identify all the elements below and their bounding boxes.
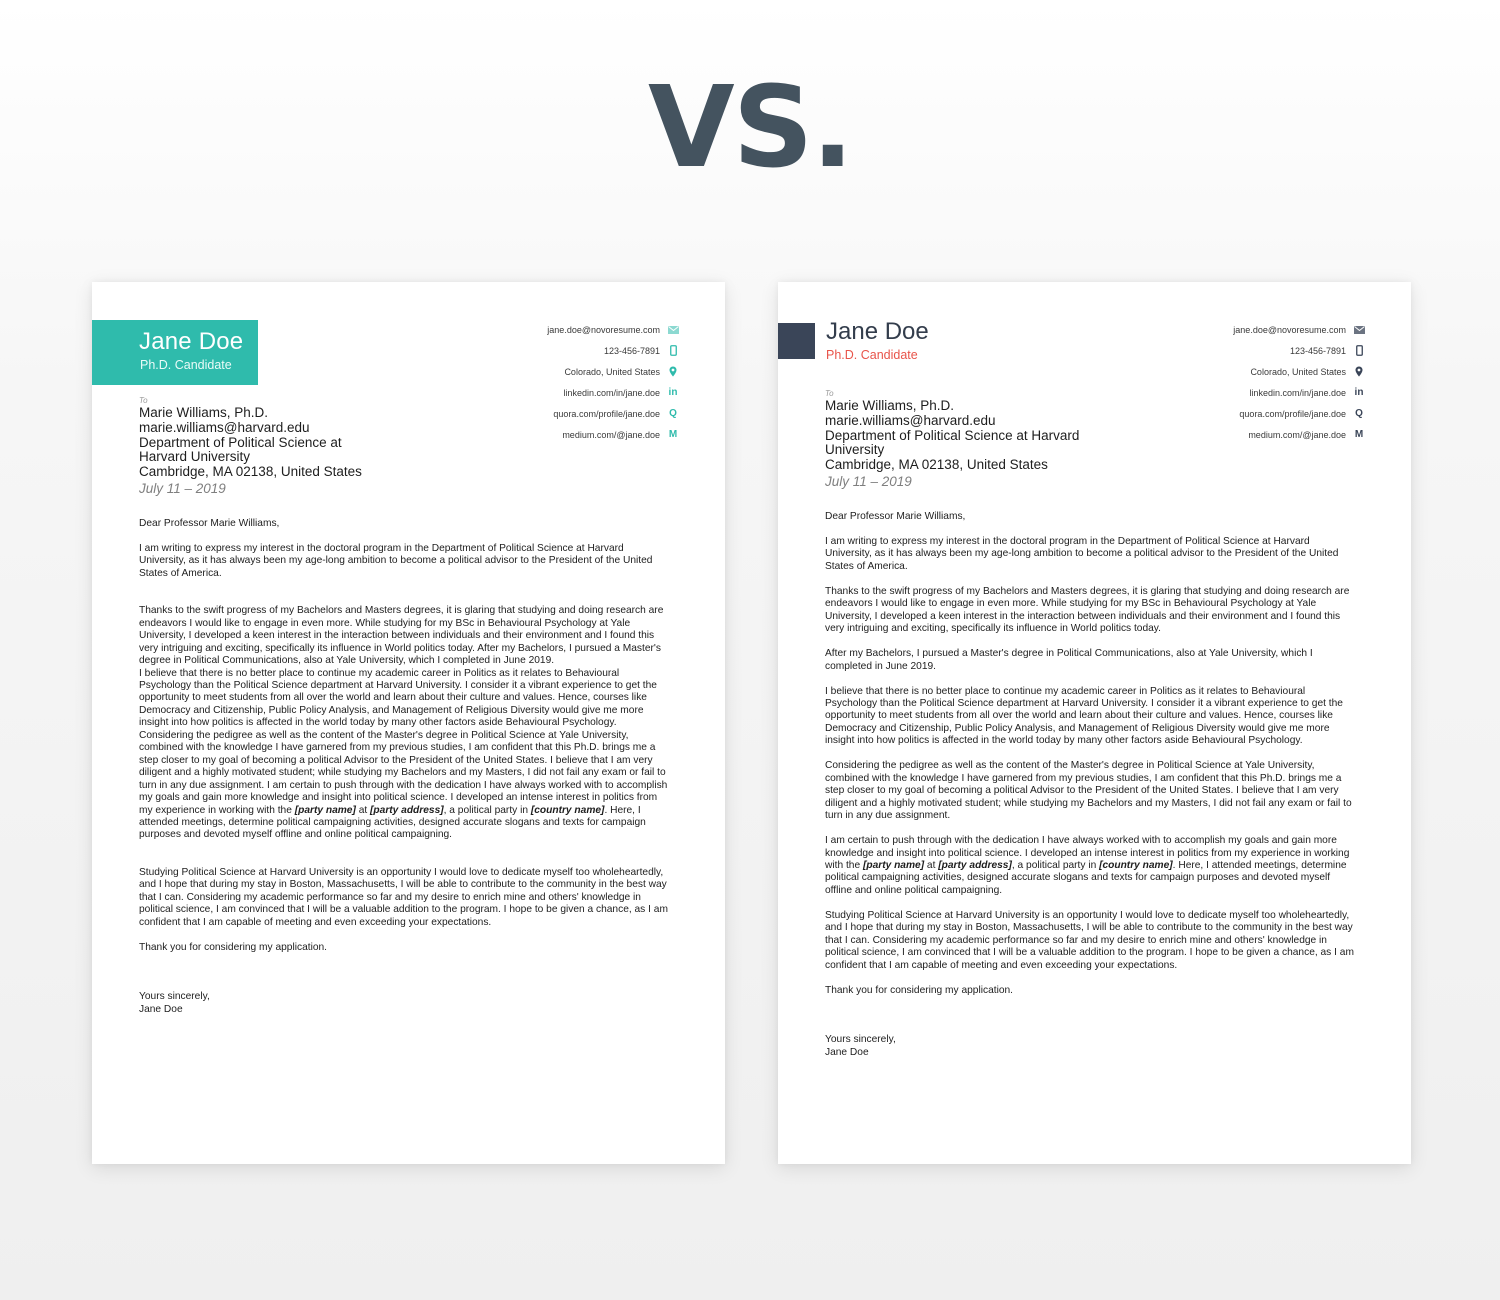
linkedin-icon: in (668, 387, 678, 398)
contact-linkedin: linkedin.com/in/jane.doe in (563, 387, 678, 398)
applicant-title: Ph.D. Candidate (140, 358, 232, 372)
cover-letter-right (778, 282, 1411, 1164)
contact-medium: medium.com/@jane.doe M (1248, 429, 1364, 440)
contact-phone: 123-456-7891 (1233, 340, 1365, 361)
placeholder-party-address: [party address] (370, 804, 444, 816)
placeholder-country-name: [country name] (1099, 859, 1173, 871)
cover-letter-left (92, 282, 725, 1164)
contact-location: Colorado, United States (1233, 361, 1365, 382)
paragraph: I believe that there is no better place to continue my academic career in Politics as it relates to Behavioural Psychology than the Political Science department at Harvard University. I consider it a vibrant experience to get the opportunity to meet students from all over the world and learn about their culture and values. Hence, courses like Democracy and Citizenship, Public Policy Analysis, and Management of Religious Diversity would give me more insight into how politics is affected in the world today by many other factors aside Behavioural Psychology. Considering the pedigree as well as the content of the Master's degree in Political Science at Yale University, combined with the knowledge I have garnered from my previous studies, I am confident that this Ph.D. brings me a step closer to my goal of becoming a political Advisor to the President of the United States. I believe that I am very diligent and a highly motivated student; while studying my Bachelors and my Masters, I did not fail any exam or fail to turn in any due assignment. I am certain to push through with the dedication I have always worked with to accomplish my goals and gain more knowledge and insight into political science. I developed an intense interest in politics from my experience in working with the [party name] at [party address], a political party in [country name]. Here, I attended meetings, determine political campaigning activities, designed accurate slogans and texts for campaign purposes and devoted myself offline and online political campaigning. (139, 667, 668, 841)
paragraph: After my Bachelors, I pursued a Master's degree in Political Communications, also at Yale University, which I completed in June 2019. (825, 648, 1313, 672)
phone-icon (1353, 345, 1365, 357)
contact-quora: quora.com/profile/jane.doe Q (1233, 403, 1365, 424)
phone-icon (667, 345, 679, 357)
contact-email: jane.doe@novoresume.com (547, 319, 679, 340)
letter-body (139, 518, 671, 1016)
recipient-email: marie.williams@harvard.edu (825, 412, 996, 428)
closing: Yours sincerely, (825, 1034, 896, 1046)
paragraph: I am writing to express my interest in the doctoral program in the Department of Political Science at Harvard University, as it has always been my age-long ambition to become a political advisor to the President of the United States of America. (825, 535, 1339, 572)
applicant-title: Ph.D. Candidate (826, 348, 918, 362)
placeholder-party-address: [party address] (938, 859, 1012, 871)
thanks-line: Thank you for considering my application. (139, 941, 328, 953)
name-header-block (92, 320, 258, 385)
salutation: Dear Professor Marie Williams, (825, 511, 966, 522)
signature: Jane Doe (139, 1003, 183, 1015)
contact-list (547, 319, 679, 445)
recipient-email: marie.williams@harvard.edu (139, 419, 310, 435)
salutation: Dear Professor Marie Williams, (139, 518, 280, 529)
recipient-department: Department of Political Science at Harvard University (825, 427, 1080, 458)
letter-body (825, 511, 1357, 1059)
paragraph: Considering the pedigree as well as the content of the Master's degree in Political Science at Yale University, combined with the knowledge I have garnered from my previous studies, I am confident that this Ph.D. brings me a step closer to my goal of becoming a political Advisor to the President of the United States. I believe that I am very diligent and a highly motivated student; while studying my Bachelors and my Masters, I did not fail any exam or fail to turn in any due assignment. (825, 760, 1352, 822)
quora-icon: Q (669, 408, 677, 419)
signature: Jane Doe (825, 1046, 869, 1058)
medium-icon: M (668, 429, 678, 440)
medium-icon: M (1354, 429, 1364, 440)
letter-date: July 11 – 2019 (139, 480, 226, 496)
paragraph: I am certain to push through with the dedication I have always worked with to accomplish my goals and gain more knowledge and insight into political science. I developed an intense interest in politics from my experience in working with the [party name] at [party address], a political party in [country name]. Here, I attended meetings, determine political campaigning activities, designed accurate slogans and texts for campaign purposes and devoted myself offline and online political campaigning. (825, 835, 1350, 896)
vs-heading: VS. (648, 63, 852, 193)
recipient-address: Cambridge, MA 02138, United States (139, 464, 362, 480)
linkedin-icon: in (1354, 387, 1364, 398)
contact-list (1233, 319, 1365, 445)
contact-quora: quora.com/profile/jane.doe Q (547, 403, 679, 424)
contact-location: Colorado, United States (547, 361, 679, 382)
recipient-block (825, 388, 1125, 490)
applicant-name: Jane Doe (139, 328, 244, 355)
contact-medium: medium.com/@jane.doe M (562, 429, 678, 440)
placeholder-country-name: [country name] (530, 804, 605, 816)
to-label: To (825, 389, 834, 398)
placeholder-party-name: [party name] (294, 804, 356, 816)
paragraph: I am writing to express my interest in the doctoral program in the Department of Political Science at Harvard University, as it has always been my age-long ambition to become a political advisor to the President of the United States of America. (139, 542, 653, 579)
location-pin-icon (667, 366, 679, 378)
recipient-address: Cambridge, MA 02138, United States (825, 457, 1048, 473)
contact-phone: 123-456-7891 (547, 340, 679, 361)
paragraph: Thanks to the swift progress of my Bachelors and Masters degrees, it is glaring that studying and doing research are endeavors I would like to engage in even more. While studying for my BSc in Behavioural Psychology at Yale University, I developed a keen interest in the interaction between individuals and their environment and I found this very intriguing and exciting, specifically its influence in World politics today. After my Bachelors, I pursued a Master's degree in Political Communications, also at Yale University, which I completed in June 2019. (139, 605, 664, 667)
paragraph: Thanks to the swift progress of my Bachelors and Masters degrees, it is glaring that studying and doing research are endeavors I would like to engage in even more. While studying for my BSc in Behavioural Psychology at Yale University, I developed a keen interest in the interaction between individuals and their environment and I found this very intriguing and exciting, specifically its influence in World politics today. (825, 585, 1350, 635)
closing: Yours sincerely, (139, 991, 210, 1003)
location-pin-icon (1353, 366, 1365, 378)
envelope-icon (667, 324, 679, 336)
contact-email: jane.doe@novoresume.com (1233, 319, 1365, 340)
thanks-line: Thank you for considering my application. (825, 984, 1014, 996)
accent-square (778, 323, 815, 359)
envelope-icon (1353, 324, 1365, 336)
paragraph: I believe that there is no better place to continue my academic career in Politics as it relates to Behavioural Psychology than the Political Science department at Harvard University. I consider it a vibrant experience to get the opportunity to meet students from all over the world and learn about their culture and values. Hence, courses like Democracy and Citizenship, Public Policy Analysis, and Management of Religious Diversity would give me more insight into how politics is affected in the world today by many other factors aside Behavioural Psychology. (825, 685, 1343, 747)
applicant-name: Jane Doe (826, 318, 929, 345)
quora-icon: Q (1355, 408, 1363, 419)
recipient-name: Marie Williams, Ph.D. (825, 398, 955, 413)
contact-linkedin: linkedin.com/in/jane.doe in (1249, 387, 1364, 398)
recipient-block (139, 395, 379, 497)
to-label: To (139, 396, 148, 405)
placeholder-party-name: [party name] (862, 859, 925, 871)
letter-date: July 11 – 2019 (825, 473, 912, 489)
recipient-name: Marie Williams, Ph.D. (139, 405, 269, 420)
paragraph: Studying Political Science at Harvard University is an opportunity I would love to dedicate myself too wholeheartedly, and I hope that during my stay in Boston, Massachusetts, I will be able to contribute to the community in the best way that I can. Considering my academic performance so far and my desire to enrich mine and others' knowledge in political science, I am convinced that I will be a valuable addition to the program. I hope to be given a chance, as I am confident that I am capable of meeting and even exceeding your expectations. (825, 909, 1354, 971)
paragraph: Studying Political Science at Harvard University is an opportunity I would love to dedicate myself too wholeheartedly, and I hope that during my stay in Boston, Massachusetts, I will be able to contribute to the community in the best way that I can. Considering my academic performance so far and my desire to enrich mine and others' knowledge in political science, I am convinced that I will be a valuable addition to the program. I hope to be given a chance, as I am confident that I am capable of meeting and even exceeding your expectations. (139, 866, 668, 928)
recipient-department: Department of Political Science at Harvard University (139, 434, 342, 465)
